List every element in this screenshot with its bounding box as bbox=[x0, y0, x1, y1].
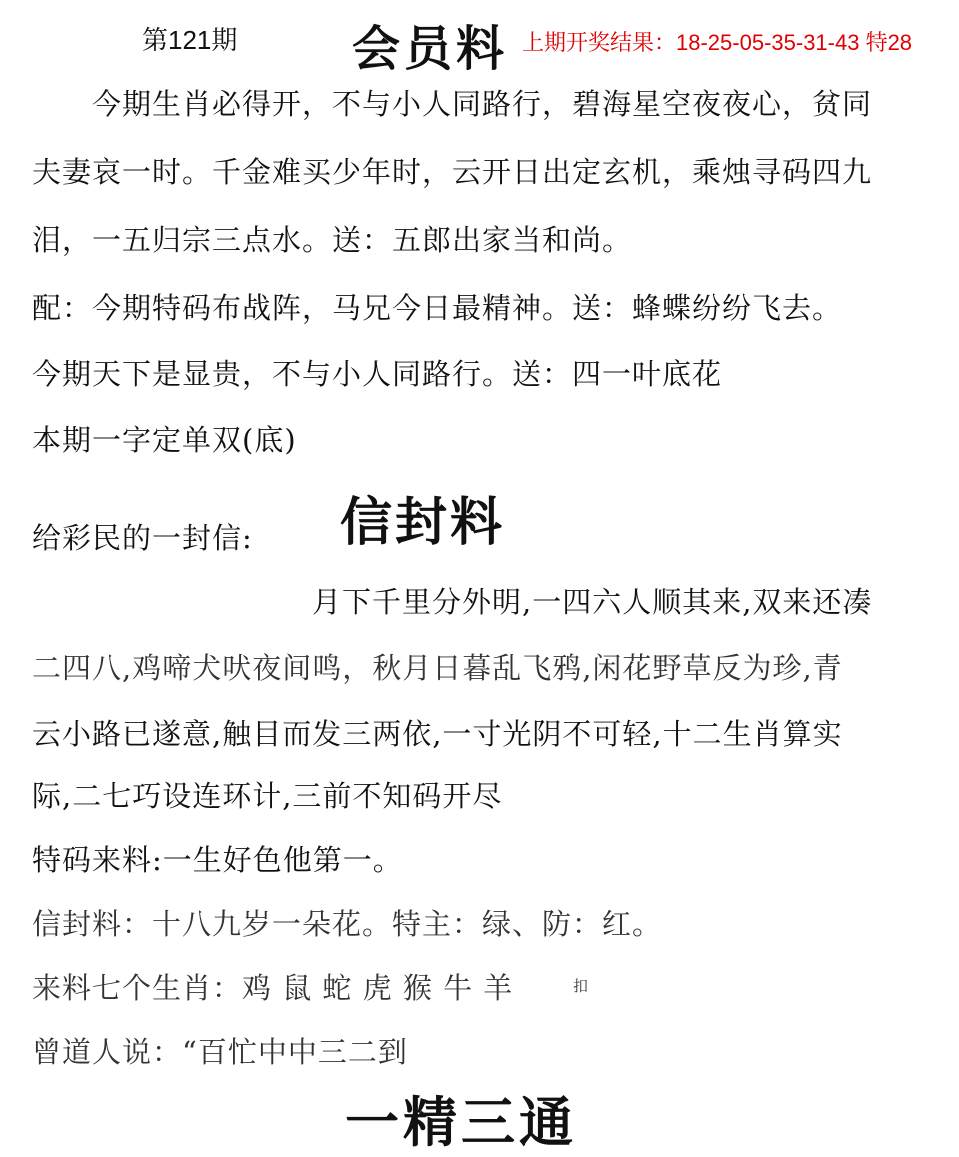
envelope-note-line: 信封料：十八九岁一朵花。特主：绿、防：红。 bbox=[32, 907, 663, 941]
letter-line-1: 月下千里分外明,一四六人顺其来,双来还凑 bbox=[312, 585, 873, 619]
members-title: 会员料 bbox=[352, 21, 509, 77]
saying-line: 曾道人说：“百忙中中三二到 bbox=[32, 1035, 408, 1069]
previous-draw-result: 上期开奖结果：18-25-05-35-31-43 特28 bbox=[522, 30, 913, 55]
letter-line-4: 际,二七巧设连环计,三前不知码开尽 bbox=[32, 779, 503, 813]
members-line-3: 泪，一五归宗三点水。送：五郎出家当和尚。 bbox=[32, 223, 633, 257]
members-line-1: 今期生肖必得开，不与小人同路行，碧海星空夜夜心，贫同 bbox=[92, 87, 873, 121]
special-code-line: 特码来料:一生好色他第一。 bbox=[32, 843, 403, 877]
footer-title: 一精三通 bbox=[345, 1090, 577, 1154]
seven-zodiacs-line: 来料七个生肖：鸡 鼠 蛇 虎 猴 牛 羊 bbox=[32, 971, 514, 1005]
letter-line-3: 云小路已遂意,触目而发三两依,一寸光阴不可轻,十二生肖算实 bbox=[32, 717, 843, 751]
members-line-5: 今期天下是显贵，不与小人同路行。送：四一叶底花 bbox=[32, 357, 723, 391]
members-line-4: 配：今期特码布战阵，马兄今日最精神。送：蜂蝶纷纷飞去。 bbox=[32, 291, 843, 325]
members-line-2: 夫妻哀一时。千金难买少年时，云开日出定玄机，乘烛寻码四九 bbox=[32, 155, 873, 189]
stray-mark: 扣 bbox=[573, 977, 589, 995]
envelope-title: 信封料 bbox=[340, 492, 506, 553]
letter-line-2: 二四八,鸡啼犬吠夜间鸣，秋月日暮乱飞鸦,闲花野草反为珍,青 bbox=[32, 651, 843, 685]
members-line-6: 本期一字定单双(底) bbox=[32, 423, 297, 457]
letter-label: 给彩民的一封信: bbox=[32, 521, 253, 555]
issue-number: 第121期 bbox=[142, 25, 238, 55]
